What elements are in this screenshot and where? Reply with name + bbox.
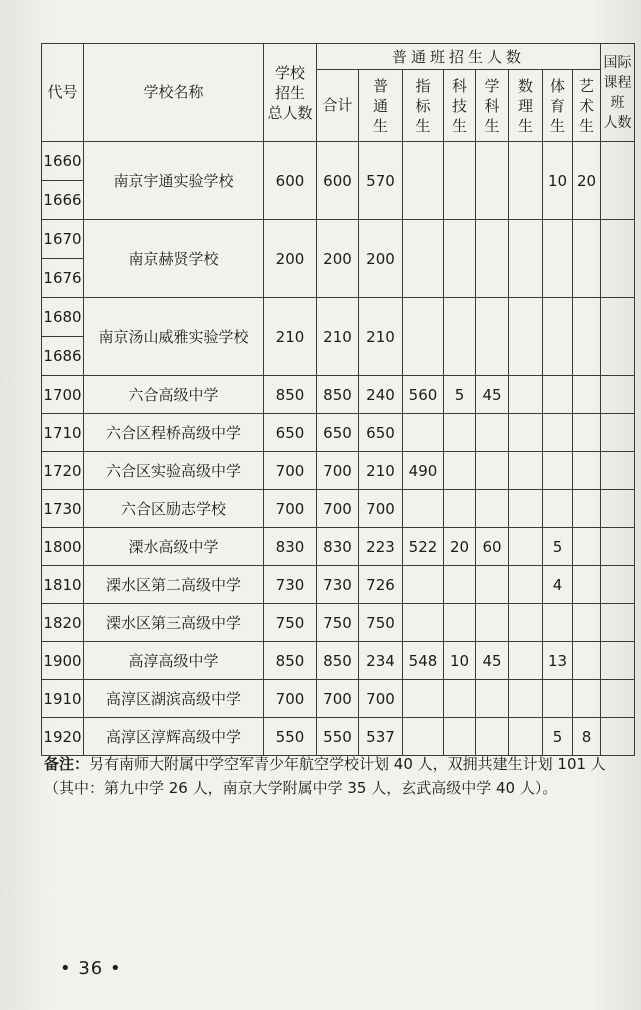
- school-code: 1800: [42, 528, 84, 566]
- school-name: 南京汤山威雅实验学校: [84, 298, 264, 376]
- indicator-count: [403, 490, 444, 528]
- science-count: [509, 566, 543, 604]
- table-row: [42, 566, 635, 604]
- tech-count: [444, 490, 476, 528]
- school-code: 1730: [42, 490, 84, 528]
- school-code: 1660: [42, 142, 84, 181]
- art-count: [573, 528, 601, 566]
- regular-count: 210: [359, 452, 403, 490]
- tech-count: [444, 604, 476, 642]
- header-subtotal: 合计: [317, 70, 359, 142]
- school-name: 南京宇通实验学校: [84, 142, 264, 220]
- total-count: 700: [264, 680, 317, 718]
- subtotal-count: 210: [317, 298, 359, 376]
- school-code: 1720: [42, 452, 84, 490]
- regular-count: 726: [359, 566, 403, 604]
- subject-count: [476, 298, 509, 376]
- intl-count: [601, 528, 635, 566]
- intl-count: [601, 298, 635, 376]
- subject-count: [476, 220, 509, 298]
- indicator-count: [403, 142, 444, 220]
- tech-count: [444, 220, 476, 298]
- school-name: 六合区程桥高级中学: [84, 414, 264, 452]
- table-row: [42, 718, 635, 756]
- science-count: [509, 220, 543, 298]
- subject-count: [476, 566, 509, 604]
- art-count: [573, 452, 601, 490]
- tech-count: [444, 452, 476, 490]
- regular-count: 650: [359, 414, 403, 452]
- total-count: 700: [264, 490, 317, 528]
- intl-count: [601, 680, 635, 718]
- subject-count: [476, 718, 509, 756]
- table-row: [42, 604, 635, 642]
- art-count: [573, 490, 601, 528]
- sports-count: [543, 680, 573, 718]
- art-count: 8: [573, 718, 601, 756]
- school-name: 六合区励志学校: [84, 490, 264, 528]
- subtotal-count: 850: [317, 376, 359, 414]
- intl-count: [601, 604, 635, 642]
- header-sports: 体 育 生: [543, 70, 573, 142]
- science-count: [509, 642, 543, 680]
- footnote-text: 另有南师大附属中学空军青少年航空学校计划 40 人，双拥共建生计划 101 人（其中：第九中学 26 人，南京大学附属中学 35 人，玄武高级中学 40 人）。: [44, 755, 606, 797]
- subtotal-count: 650: [317, 414, 359, 452]
- tech-count: 20: [444, 528, 476, 566]
- header-international: 国际 课程 班 人数: [601, 44, 635, 142]
- tech-count: [444, 680, 476, 718]
- school-name: 高淳区淳辉高级中学: [84, 718, 264, 756]
- tech-count: [444, 566, 476, 604]
- header-subject: 学 科 生: [476, 70, 509, 142]
- header-indicator: 指 标 生: [403, 70, 444, 142]
- subject-count: [476, 414, 509, 452]
- total-count: 210: [264, 298, 317, 376]
- subtotal-count: 830: [317, 528, 359, 566]
- subject-count: [476, 142, 509, 220]
- art-count: [573, 414, 601, 452]
- header-school-name: 学校名称: [84, 44, 264, 142]
- tech-count: 5: [444, 376, 476, 414]
- science-count: [509, 528, 543, 566]
- total-count: 850: [264, 376, 317, 414]
- indicator-count: 490: [403, 452, 444, 490]
- subtotal-count: 700: [317, 452, 359, 490]
- page-number: • 36 •: [60, 958, 122, 979]
- header-art: 艺 术 生: [573, 70, 601, 142]
- school-code: 1920: [42, 718, 84, 756]
- school-code: 1666: [42, 181, 84, 220]
- subtotal-count: 600: [317, 142, 359, 220]
- art-count: [573, 680, 601, 718]
- school-code: 1810: [42, 566, 84, 604]
- sports-count: [543, 298, 573, 376]
- subject-count: 45: [476, 376, 509, 414]
- footnote: [44, 752, 624, 800]
- science-count: [509, 604, 543, 642]
- header-regular: 普 通 生: [359, 70, 403, 142]
- school-name: 六合高级中学: [84, 376, 264, 414]
- subtotal-count: 850: [317, 642, 359, 680]
- science-count: [509, 680, 543, 718]
- school-code: 1676: [42, 259, 84, 298]
- science-count: [509, 376, 543, 414]
- table-row: [42, 642, 635, 680]
- intl-count: [601, 142, 635, 220]
- art-count: [573, 298, 601, 376]
- header-tech: 科 技 生: [444, 70, 476, 142]
- indicator-count: [403, 680, 444, 718]
- school-name: 溧水高级中学: [84, 528, 264, 566]
- footnote-label: 备注：: [44, 755, 90, 773]
- science-count: [509, 718, 543, 756]
- total-count: 700: [264, 452, 317, 490]
- subject-count: [476, 452, 509, 490]
- art-count: 20: [573, 142, 601, 220]
- indicator-count: [403, 220, 444, 298]
- table-row: [42, 220, 635, 259]
- art-count: [573, 376, 601, 414]
- sports-count: 5: [543, 528, 573, 566]
- school-name: 高淳区湖滨高级中学: [84, 680, 264, 718]
- school-name: 高淳高级中学: [84, 642, 264, 680]
- regular-count: 570: [359, 142, 403, 220]
- table-row: [42, 414, 635, 452]
- school-code: 1820: [42, 604, 84, 642]
- table-row: [42, 142, 635, 181]
- tech-count: [444, 298, 476, 376]
- total-count: 850: [264, 642, 317, 680]
- indicator-count: [403, 566, 444, 604]
- regular-count: 750: [359, 604, 403, 642]
- intl-count: [601, 642, 635, 680]
- science-count: [509, 490, 543, 528]
- intl-count: [601, 452, 635, 490]
- school-code: 1910: [42, 680, 84, 718]
- regular-count: 700: [359, 490, 403, 528]
- intl-count: [601, 220, 635, 298]
- enrollment-table: [41, 43, 635, 756]
- intl-count: [601, 566, 635, 604]
- table-row: [42, 298, 635, 337]
- sports-count: [543, 414, 573, 452]
- science-count: [509, 298, 543, 376]
- subtotal-count: 700: [317, 680, 359, 718]
- sports-count: [543, 490, 573, 528]
- regular-count: 234: [359, 642, 403, 680]
- school-name: 溧水区第三高级中学: [84, 604, 264, 642]
- sports-count: 5: [543, 718, 573, 756]
- total-count: 830: [264, 528, 317, 566]
- subtotal-count: 750: [317, 604, 359, 642]
- subtotal-count: 550: [317, 718, 359, 756]
- total-count: 730: [264, 566, 317, 604]
- total-count: 550: [264, 718, 317, 756]
- regular-count: 240: [359, 376, 403, 414]
- school-code: 1700: [42, 376, 84, 414]
- tech-count: [444, 414, 476, 452]
- intl-count: [601, 414, 635, 452]
- indicator-count: [403, 718, 444, 756]
- art-count: [573, 604, 601, 642]
- table-row: [42, 528, 635, 566]
- intl-count: [601, 376, 635, 414]
- regular-count: 223: [359, 528, 403, 566]
- regular-count: 210: [359, 298, 403, 376]
- header-code: 代号: [42, 44, 84, 142]
- school-name: 六合区实验高级中学: [84, 452, 264, 490]
- sports-count: 4: [543, 566, 573, 604]
- regular-count: 537: [359, 718, 403, 756]
- total-count: 600: [264, 142, 317, 220]
- school-name: 溧水区第二高级中学: [84, 566, 264, 604]
- subject-count: 45: [476, 642, 509, 680]
- art-count: [573, 566, 601, 604]
- tech-count: [444, 142, 476, 220]
- subtotal-count: 700: [317, 490, 359, 528]
- school-code: 1680: [42, 298, 84, 337]
- school-code: 1900: [42, 642, 84, 680]
- school-code: 1686: [42, 337, 84, 376]
- header-regular-group: 普通班招生人数: [317, 44, 601, 70]
- indicator-count: [403, 298, 444, 376]
- sports-count: [543, 220, 573, 298]
- indicator-count: 560: [403, 376, 444, 414]
- subject-count: [476, 604, 509, 642]
- total-count: 750: [264, 604, 317, 642]
- table-row: [42, 376, 635, 414]
- sports-count: [543, 452, 573, 490]
- school-name: 南京赫贤学校: [84, 220, 264, 298]
- art-count: [573, 220, 601, 298]
- school-code: 1670: [42, 220, 84, 259]
- science-count: [509, 414, 543, 452]
- tech-count: 10: [444, 642, 476, 680]
- indicator-count: 522: [403, 528, 444, 566]
- school-code: 1710: [42, 414, 84, 452]
- science-count: [509, 142, 543, 220]
- regular-count: 700: [359, 680, 403, 718]
- sports-count: 10: [543, 142, 573, 220]
- art-count: [573, 642, 601, 680]
- science-count: [509, 452, 543, 490]
- sports-count: [543, 376, 573, 414]
- subject-count: [476, 680, 509, 718]
- table-row: [42, 680, 635, 718]
- table-row: [42, 452, 635, 490]
- indicator-count: [403, 604, 444, 642]
- intl-count: [601, 718, 635, 756]
- subtotal-count: 200: [317, 220, 359, 298]
- tech-count: [444, 718, 476, 756]
- subject-count: 60: [476, 528, 509, 566]
- sports-count: [543, 604, 573, 642]
- header-science: 数 理 生: [509, 70, 543, 142]
- subject-count: [476, 490, 509, 528]
- intl-count: [601, 490, 635, 528]
- header-total: 学校 招生 总人数: [264, 44, 317, 142]
- total-count: 200: [264, 220, 317, 298]
- subtotal-count: 730: [317, 566, 359, 604]
- indicator-count: [403, 414, 444, 452]
- indicator-count: 548: [403, 642, 444, 680]
- total-count: 650: [264, 414, 317, 452]
- sports-count: 13: [543, 642, 573, 680]
- regular-count: 200: [359, 220, 403, 298]
- table-row: [42, 490, 635, 528]
